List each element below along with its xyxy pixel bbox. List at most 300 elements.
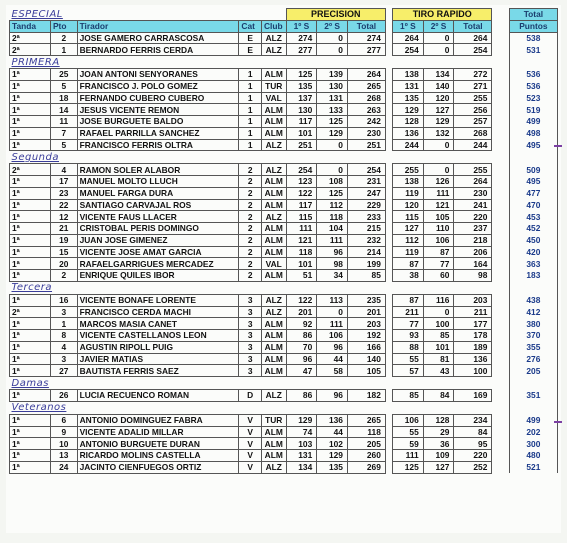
tirador-cell: SANTIAGO CARVAJAL ROS: [77, 199, 239, 211]
col-header-club: Club: [261, 20, 286, 32]
tanda-cell: 1ª: [10, 390, 51, 402]
prec-1s-cell: 117: [286, 116, 317, 128]
tiro-1s-cell: 87: [393, 294, 424, 306]
tiro-total-cell: 220: [454, 211, 492, 223]
prec-total-cell: 264: [347, 69, 385, 81]
prec-1s-cell: 121: [286, 234, 317, 246]
tirador-cell: FRANCISCO CERDA MACHI: [77, 306, 239, 318]
total-points-cell: 495: [509, 139, 557, 151]
col-header-prec-total: Total: [347, 20, 385, 32]
tiro-2s-cell: 111: [423, 187, 454, 199]
tiro-2s-cell: 0: [423, 306, 454, 318]
club-cell: ALM: [261, 341, 286, 353]
tiro-1s-cell: 93: [393, 330, 424, 342]
prec-total-cell: 277: [347, 44, 385, 56]
total-points-cell: 363: [509, 258, 557, 270]
tiro-1s-cell: 115: [393, 211, 424, 223]
prec-2s-cell: 133: [317, 104, 348, 116]
tiro-rapido-header: TIRO RAPIDO: [393, 9, 492, 21]
col-header-prec-1s: 1º S: [286, 20, 317, 32]
prec-total-cell: 105: [347, 365, 385, 377]
pto-cell: 14: [50, 104, 77, 116]
table-row: [10, 318, 558, 330]
cat-cell: 3: [239, 365, 262, 377]
tiro-total-cell: 264: [454, 176, 492, 188]
pto-cell: 20: [50, 258, 77, 270]
prec-2s-cell: 106: [317, 330, 348, 342]
prec-total-cell: 205: [347, 438, 385, 450]
prec-1s-cell: 74: [286, 426, 317, 438]
total-points-cell: 412: [509, 306, 557, 318]
cat-cell: 2: [239, 164, 262, 176]
section-label: Damas: [11, 377, 49, 389]
total-points-cell: 499: [509, 116, 557, 128]
pto-cell: 27: [50, 365, 77, 377]
total-points-cell: 380: [509, 318, 557, 330]
tiro-total-cell: 244: [454, 139, 492, 151]
club-cell: VAL: [261, 258, 286, 270]
cat-cell: 3: [239, 330, 262, 342]
tiro-1s-cell: 211: [393, 306, 424, 318]
cat-cell: V: [239, 414, 262, 426]
col-header-cat: Cat: [239, 20, 262, 32]
table-row: [10, 461, 558, 473]
tiro-2s-cell: 81: [423, 353, 454, 365]
results-sheet: [6, 5, 561, 533]
tirador-cell: RICARDO MOLINS CASTELLA: [77, 450, 239, 462]
tiro-2s-cell: 77: [423, 258, 454, 270]
tiro-total-cell: 254: [454, 44, 492, 56]
cat-cell: V: [239, 450, 262, 462]
prec-2s-cell: 104: [317, 223, 348, 235]
cat-cell: 2: [239, 270, 262, 282]
tirador-cell: RAFAEL PARRILLA SANCHEZ: [77, 127, 239, 139]
pto-cell: 3: [50, 353, 77, 365]
total-points-cell: 470: [509, 199, 557, 211]
club-cell: ALM: [261, 318, 286, 330]
pto-cell: 4: [50, 164, 77, 176]
tiro-total-cell: 252: [454, 461, 492, 473]
tanda-cell: 1ª: [10, 414, 51, 426]
prec-2s-cell: 130: [317, 80, 348, 92]
prec-total-cell: 265: [347, 80, 385, 92]
club-cell: ALZ: [261, 294, 286, 306]
pto-cell: 22: [50, 199, 77, 211]
prec-2s-cell: 136: [317, 414, 348, 426]
table-row: [10, 32, 558, 44]
prec-2s-cell: 44: [317, 353, 348, 365]
prec-1s-cell: 123: [286, 176, 317, 188]
club-cell: ALM: [261, 116, 286, 128]
tirador-cell: MANUEL MOLTO LLUCH: [77, 176, 239, 188]
club-cell: ALM: [261, 246, 286, 258]
cat-cell: 3: [239, 294, 262, 306]
tiro-total-cell: 255: [454, 92, 492, 104]
tiro-1s-cell: 111: [393, 450, 424, 462]
prec-total-cell: 265: [347, 414, 385, 426]
cat-cell: 1: [239, 127, 262, 139]
tiro-1s-cell: 138: [393, 69, 424, 81]
section-heading-row: [10, 281, 558, 294]
prec-1s-cell: 137: [286, 92, 317, 104]
tiro-1s-cell: 59: [393, 438, 424, 450]
club-cell: ALM: [261, 223, 286, 235]
cat-cell: E: [239, 32, 262, 44]
tanda-cell: 1ª: [10, 426, 51, 438]
table-row: [10, 258, 558, 270]
tiro-1s-cell: 255: [393, 164, 424, 176]
tiro-total-cell: 164: [454, 258, 492, 270]
pto-cell: 3: [50, 306, 77, 318]
prec-2s-cell: 0: [317, 32, 348, 44]
total-points-cell: 499: [509, 414, 557, 426]
prec-2s-cell: 0: [317, 44, 348, 56]
prec-total-cell: 140: [347, 353, 385, 365]
club-cell: TUR: [261, 80, 286, 92]
prec-1s-cell: 118: [286, 246, 317, 258]
tanda-cell: 2ª: [10, 44, 51, 56]
prec-2s-cell: 96: [317, 341, 348, 353]
tiro-1s-cell: 127: [393, 223, 424, 235]
tiro-total-cell: 84: [454, 426, 492, 438]
cat-cell: D: [239, 390, 262, 402]
tiro-2s-cell: 129: [423, 116, 454, 128]
tanda-cell: 1ª: [10, 294, 51, 306]
tiro-total-cell: 241: [454, 199, 492, 211]
tiro-2s-cell: 126: [423, 176, 454, 188]
table-row: [10, 330, 558, 342]
tirador-cell: LUCIA RECUENCO ROMAN: [77, 390, 239, 402]
prec-2s-cell: 118: [317, 211, 348, 223]
club-cell: ALZ: [261, 461, 286, 473]
tiro-2s-cell: 121: [423, 199, 454, 211]
pto-cell: 5: [50, 80, 77, 92]
prec-total-cell: 232: [347, 234, 385, 246]
table-row: [10, 246, 558, 258]
club-cell: ALM: [261, 426, 286, 438]
results-table: [9, 8, 558, 474]
prec-1s-cell: 122: [286, 294, 317, 306]
prec-1s-cell: 111: [286, 223, 317, 235]
total-points-cell: 300: [509, 438, 557, 450]
tiro-total-cell: 256: [454, 104, 492, 116]
pto-cell: 8: [50, 330, 77, 342]
tiro-1s-cell: 77: [393, 318, 424, 330]
prec-total-cell: 166: [347, 341, 385, 353]
tiro-1s-cell: 128: [393, 116, 424, 128]
tirador-cell: BERNARDO FERRIS CERDA: [77, 44, 239, 56]
club-cell: TUR: [261, 414, 286, 426]
section-heading-row: [10, 151, 558, 164]
club-cell: ALZ: [261, 44, 286, 56]
club-cell: ALM: [261, 176, 286, 188]
club-cell: ALM: [261, 199, 286, 211]
tirador-cell: JUAN JOSE GIMENEZ: [77, 234, 239, 246]
tirador-cell: RAFAELGARRIGUES MERCADEZ: [77, 258, 239, 270]
tiro-total-cell: 203: [454, 294, 492, 306]
section-label: Tercera: [11, 282, 53, 294]
pto-cell: 26: [50, 390, 77, 402]
prec-2s-cell: 125: [317, 116, 348, 128]
tiro-total-cell: 230: [454, 187, 492, 199]
club-cell: ALM: [261, 69, 286, 81]
total-points-cell: 498: [509, 127, 557, 139]
cat-cell: 1: [239, 92, 262, 104]
table-row: [10, 426, 558, 438]
table-row: [10, 211, 558, 223]
club-cell: ALM: [261, 127, 286, 139]
tirador-cell: CRISTOBAL PERIS DOMINGO: [77, 223, 239, 235]
cat-cell: 1: [239, 139, 262, 151]
tiro-2s-cell: 29: [423, 426, 454, 438]
tiro-2s-cell: 140: [423, 80, 454, 92]
club-cell: ALM: [261, 234, 286, 246]
prec-total-cell: 203: [347, 318, 385, 330]
tiro-total-cell: 100: [454, 365, 492, 377]
tirador-cell: VICENTE BONAFE LORENTE: [77, 294, 239, 306]
prec-1s-cell: 86: [286, 390, 317, 402]
tiro-1s-cell: 119: [393, 246, 424, 258]
table-row: [10, 139, 558, 151]
table-row: [10, 92, 558, 104]
col-header-tiro-total: Total: [454, 20, 492, 32]
table-row: [10, 176, 558, 188]
tiro-2s-cell: 100: [423, 318, 454, 330]
tiro-total-cell: 136: [454, 353, 492, 365]
total-points-cell: 536: [509, 80, 557, 92]
prec-1s-cell: 134: [286, 461, 317, 473]
tanda-cell: 1ª: [10, 330, 51, 342]
tiro-1s-cell: 129: [393, 104, 424, 116]
tanda-cell: 1ª: [10, 246, 51, 258]
col-header-pto: Pto: [50, 20, 77, 32]
tiro-2s-cell: 0: [423, 139, 454, 151]
table-row: [10, 270, 558, 282]
cat-cell: 2: [239, 199, 262, 211]
tiro-total-cell: 271: [454, 80, 492, 92]
total-points-cell: 480: [509, 450, 557, 462]
tanda-cell: 1ª: [10, 116, 51, 128]
prec-total-cell: 269: [347, 461, 385, 473]
tiro-2s-cell: 116: [423, 294, 454, 306]
tanda-cell: 1ª: [10, 92, 51, 104]
total-points-cell: 538: [509, 32, 557, 44]
prec-2s-cell: 129: [317, 450, 348, 462]
pto-cell: 15: [50, 246, 77, 258]
prec-total-cell: 201: [347, 306, 385, 318]
pto-cell: 9: [50, 426, 77, 438]
prec-2s-cell: 96: [317, 390, 348, 402]
tanda-cell: 1ª: [10, 69, 51, 81]
tanda-cell: 2ª: [10, 164, 51, 176]
tanda-cell: 1ª: [10, 353, 51, 365]
tiro-2s-cell: 36: [423, 438, 454, 450]
prec-total-cell: 192: [347, 330, 385, 342]
prec-2s-cell: 139: [317, 69, 348, 81]
tanda-cell: 1ª: [10, 139, 51, 151]
tirador-cell: RAMON SOLER ALABOR: [77, 164, 239, 176]
prec-2s-cell: 0: [317, 306, 348, 318]
prec-2s-cell: 98: [317, 258, 348, 270]
cat-cell: V: [239, 426, 262, 438]
total-header-line1: Total: [509, 9, 557, 21]
pto-cell: 18: [50, 92, 77, 104]
club-cell: ALZ: [261, 390, 286, 402]
tirador-cell: MARCOS MASIA CANET: [77, 318, 239, 330]
total-points-cell: 495: [509, 176, 557, 188]
margin-mark: [554, 145, 562, 147]
tanda-cell: 2ª: [10, 306, 51, 318]
section-heading-row: [10, 56, 558, 69]
tanda-cell: 1ª: [10, 258, 51, 270]
prec-1s-cell: 96: [286, 353, 317, 365]
col-header-tiro-1s: 1º S: [393, 20, 424, 32]
club-cell: ALM: [261, 353, 286, 365]
col-header-tiro-2s: 2º S: [423, 20, 454, 32]
pto-cell: 4: [50, 341, 77, 353]
tanda-cell: 1ª: [10, 450, 51, 462]
prec-1s-cell: 122: [286, 187, 317, 199]
col-header-tanda: Tanda: [10, 20, 51, 32]
prec-total-cell: 118: [347, 426, 385, 438]
tiro-1s-cell: 85: [393, 390, 424, 402]
total-points-cell: 450: [509, 234, 557, 246]
prec-1s-cell: 51: [286, 270, 317, 282]
club-cell: ALM: [261, 104, 286, 116]
table-row: [10, 69, 558, 81]
tiro-2s-cell: 84: [423, 390, 454, 402]
club-cell: ALZ: [261, 306, 286, 318]
tirador-cell: JAVIER MATIAS: [77, 353, 239, 365]
prec-1s-cell: 47: [286, 365, 317, 377]
tiro-total-cell: 169: [454, 390, 492, 402]
pto-cell: 25: [50, 69, 77, 81]
tiro-total-cell: 98: [454, 270, 492, 282]
prec-2s-cell: 108: [317, 176, 348, 188]
tirador-cell: AGUSTIN RIPOLL PUIG: [77, 341, 239, 353]
table-row: [10, 390, 558, 402]
header-row-columns: [10, 20, 558, 32]
total-points-cell: 523: [509, 92, 557, 104]
section-heading-row: [10, 401, 558, 414]
pto-cell: 19: [50, 234, 77, 246]
prec-2s-cell: 102: [317, 438, 348, 450]
prec-2s-cell: 111: [317, 318, 348, 330]
pto-cell: 24: [50, 461, 77, 473]
prec-total-cell: 231: [347, 176, 385, 188]
tiro-2s-cell: 127: [423, 104, 454, 116]
margin-mark: [554, 421, 562, 423]
pto-cell: 7: [50, 127, 77, 139]
tiro-2s-cell: 128: [423, 414, 454, 426]
cat-cell: 3: [239, 318, 262, 330]
tirador-cell: FRANCISCO FERRIS OLTRA: [77, 139, 239, 151]
tiro-1s-cell: 125: [393, 461, 424, 473]
tiro-total-cell: 206: [454, 246, 492, 258]
cat-cell: 2: [239, 211, 262, 223]
table-row: [10, 187, 558, 199]
prec-2s-cell: 58: [317, 365, 348, 377]
cat-cell: 1: [239, 69, 262, 81]
precision-header: PRECISION: [286, 9, 385, 21]
pto-cell: 2: [50, 32, 77, 44]
tanda-cell: 1ª: [10, 176, 51, 188]
club-cell: ALM: [261, 365, 286, 377]
prec-total-cell: 182: [347, 390, 385, 402]
tiro-total-cell: 257: [454, 116, 492, 128]
prec-total-cell: 247: [347, 187, 385, 199]
tanda-cell: 1ª: [10, 461, 51, 473]
tanda-cell: 1ª: [10, 211, 51, 223]
total-points-cell: 477: [509, 187, 557, 199]
prec-total-cell: 263: [347, 104, 385, 116]
cat-cell: V: [239, 438, 262, 450]
section-label: Segunda: [11, 151, 59, 163]
prec-1s-cell: 70: [286, 341, 317, 353]
prec-1s-cell: 277: [286, 44, 317, 56]
tiro-1s-cell: 55: [393, 426, 424, 438]
club-cell: ALM: [261, 270, 286, 282]
prec-2s-cell: 125: [317, 187, 348, 199]
section-label: Veteranos: [11, 402, 67, 414]
prec-1s-cell: 129: [286, 414, 317, 426]
tiro-2s-cell: 0: [423, 32, 454, 44]
prec-2s-cell: 113: [317, 294, 348, 306]
prec-2s-cell: 135: [317, 461, 348, 473]
tiro-2s-cell: 43: [423, 365, 454, 377]
prec-total-cell: 274: [347, 32, 385, 44]
tiro-total-cell: 264: [454, 32, 492, 44]
tirador-cell: ENRIQUE QUILES IBOR: [77, 270, 239, 282]
tirador-cell: JESUS VICENTE REMON: [77, 104, 239, 116]
table-row: [10, 44, 558, 56]
tiro-total-cell: 272: [454, 69, 492, 81]
cat-cell: 2: [239, 258, 262, 270]
total-points-cell: 509: [509, 164, 557, 176]
prec-1s-cell: 115: [286, 211, 317, 223]
table-row: [10, 414, 558, 426]
tirador-cell: JOSE BURGUETE BALDO: [77, 116, 239, 128]
tiro-total-cell: 237: [454, 223, 492, 235]
total-points-cell: 370: [509, 330, 557, 342]
prec-total-cell: 85: [347, 270, 385, 282]
tiro-total-cell: 178: [454, 330, 492, 342]
club-cell: ALM: [261, 330, 286, 342]
table-row: [10, 353, 558, 365]
tiro-2s-cell: 106: [423, 234, 454, 246]
tiro-1s-cell: 120: [393, 199, 424, 211]
prec-1s-cell: 92: [286, 318, 317, 330]
table-row: [10, 223, 558, 235]
prec-1s-cell: 86: [286, 330, 317, 342]
tiro-1s-cell: 112: [393, 234, 424, 246]
tiro-total-cell: 177: [454, 318, 492, 330]
table-row: [10, 116, 558, 128]
prec-1s-cell: 125: [286, 69, 317, 81]
pto-cell: 23: [50, 187, 77, 199]
prec-total-cell: 254: [347, 164, 385, 176]
table-row: [10, 104, 558, 116]
total-points-cell: 519: [509, 104, 557, 116]
club-cell: ALM: [261, 438, 286, 450]
tanda-cell: 1ª: [10, 318, 51, 330]
club-cell: ALZ: [261, 32, 286, 44]
tanda-cell: 1ª: [10, 365, 51, 377]
table-row: [10, 341, 558, 353]
tiro-2s-cell: 85: [423, 330, 454, 342]
total-points-cell: 183: [509, 270, 557, 282]
tiro-1s-cell: 244: [393, 139, 424, 151]
